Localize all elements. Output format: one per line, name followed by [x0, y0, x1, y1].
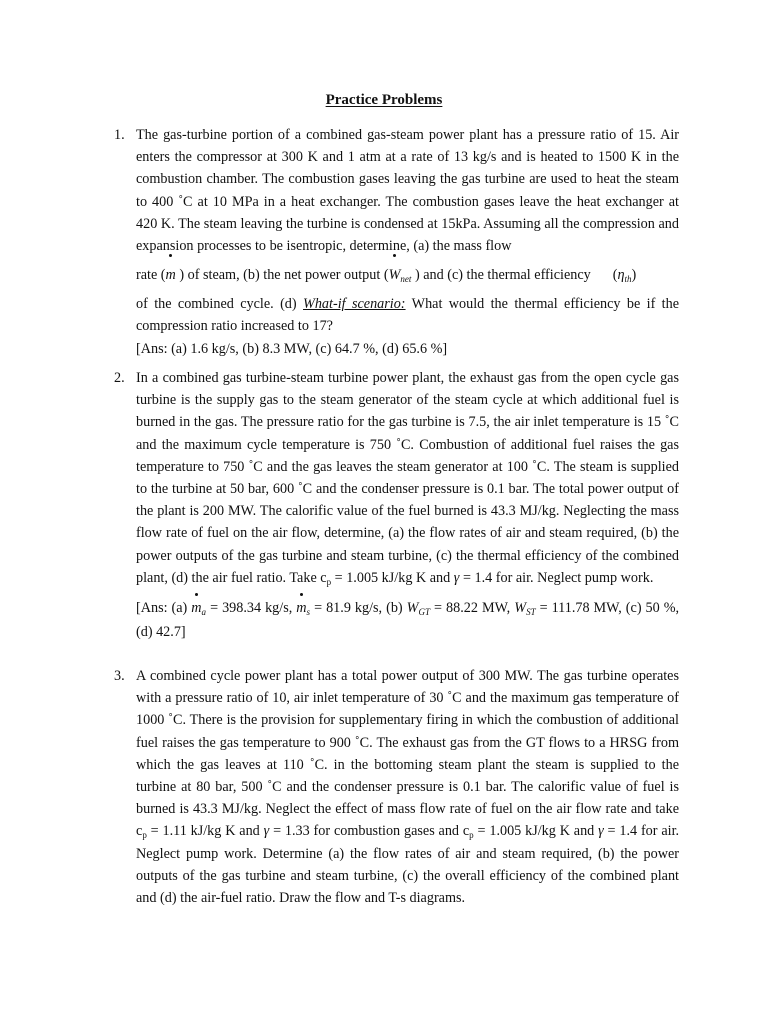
- text-net-power: ) of steam, (b) the net power output (: [179, 267, 389, 284]
- w-st-symbol: W: [514, 600, 527, 617]
- problem-1-number: 1.: [114, 127, 125, 143]
- problem-1-text: The gas-turbine portion of a combined gas-steam power plant has a pressure ratio of 15. Air enters the compressor at 300 K and 1 atm at a rate of 13 kg/s and is heated to 1500 K in the combustion chamber. The combustion gases leaving the gas turbine are used to heat the steam to 400 ˚C at 10 MPa in a heat exchanger. The combustion gases leave the heat exchanger at 420 K. The steam leaving the turbine is condensed at 15kPa. Assuming all the compression and expansion processes to be isentropic, determine, (a) the mass flow: [136, 127, 679, 255]
- what-if-scenario-label: What-if scenario:: [303, 296, 406, 313]
- problem-3-statement: [136, 665, 679, 909]
- answer-air-flow: = 398.34 kg/s,: [210, 600, 293, 617]
- text-cp-value: 1.005 kJ/kg K and: [346, 569, 451, 586]
- text-rate: rate (: [136, 267, 166, 284]
- text-equals: =: [331, 569, 343, 586]
- eta-open-paren: (: [612, 267, 618, 284]
- w-gt-symbol: W: [406, 600, 419, 617]
- problem-1: [136, 124, 679, 360]
- problem-3-text: A combined cycle power plant has a total power output of 300 MW. The gas turbine operates with a pressure ratio of 10, air inlet temperature of 30 ˚C and the maximum gas temperature of 1000 ˚C. There is the provision for supplementary firing in which the combustion of additional fuel raises the gas temperature to 900 ˚C. The exhaust gas from the GT flows to a HRSG from which the gas leaves at 110 ˚C. in the bottoming steam plant the steam is supplied to the turbine at 80 bar, 500 ˚C and the condenser pressure is 0.1 bar. The calorific value of fuel is burned is 43.3 MJ/kg. Neglect the effect of mass flow rate of fuel on the air flow rate and take c: [136, 668, 679, 840]
- cp-subscript: p: [326, 576, 332, 587]
- m-dot-s-symbol: m: [296, 596, 306, 620]
- m-dot-symbol: m: [166, 257, 176, 293]
- w-net-subscript: net: [400, 274, 412, 285]
- text-thermal-efficiency: ) and (c) the thermal efficiency: [414, 267, 591, 284]
- w-dot-symbol: W: [389, 257, 401, 293]
- eta-close-paren: ): [631, 267, 637, 284]
- ma-subscript: a: [201, 607, 207, 618]
- gamma-gas-symbol: γ: [263, 823, 270, 840]
- problem-3: [136, 665, 679, 909]
- wst-subscript: ST: [526, 607, 536, 618]
- answer-gt-power: = 88.22 MW,: [434, 600, 511, 617]
- answer-steam-flow: = 81.9 kg/s, (b): [314, 600, 403, 617]
- eta-th-subscript: th: [624, 274, 632, 285]
- text-cp-air-value: = 1.005 kJ/kg K and: [477, 823, 595, 840]
- problem-1-what-if: [136, 293, 679, 337]
- m-dot-a-symbol: m: [191, 596, 201, 620]
- wgt-subscript: GT: [418, 607, 431, 618]
- problem-1-symbols-line: [136, 257, 679, 293]
- cp-air-subscript: p: [469, 830, 474, 841]
- problem-2-text: In a combined gas turbine-steam turbine power plant, the exhaust gas from the open cycle gas turbine is the supply gas to the steam generator of the steam cycle at which additional fuel is burned in the gas. The pressure ratio for the gas turbine is 7.5, the air inlet temperature is 15 ˚C and the maximum cycle temperature is 750 ˚C. Combustion of additional fuel raises the gas temperature to 750 ˚C and the gas leaves the steam generator at 100 ˚C. The steam is supplied to the turbine at 50 bar, 600 ˚C and the condenser pressure is 0.1 bar. The total power output of the plant is 200 MW. The calorific value of the fuel burned is 43.3 MJ/kg. Neglecting the mass flow rate of fuel on the air flow, determine, (a) the flow rates of air and steam required, (b) the power outputs of the gas turbine and steam turbine, (c) the thermal efficiency of the combined plant, (d) the air fuel ratio. Take c: [136, 370, 679, 586]
- answer-st-power-efficiency: = 111.78 MW, (c) 50 %, (d) 42.7]: [136, 600, 680, 641]
- text-combined-cycle: of the combined cycle. (d): [136, 296, 297, 313]
- gamma-symbol: γ: [453, 569, 460, 586]
- text-determine: = 1.4 for air. Neglect pump work. Determine (a) the flow rates of air and steam required, (b) the power outputs of the gas turbine and steam turbine, (c) the overall efficiency of the combined plant and (d) the air-fuel ratio. Draw the flow and T-s diagrams.: [136, 823, 680, 907]
- problem-1-answer: [Ans: (a) 1.6 kg/s, (b) 8.3 MW, (c) 64.7 %, (d) 65.6 %]: [136, 340, 448, 357]
- eta-symbol: η: [617, 267, 625, 284]
- problem-2-number: 2.: [114, 370, 125, 386]
- answer-a-label: [Ans: (a): [136, 600, 188, 617]
- text-gamma-value: = 1.4 for air. Neglect pump work.: [462, 569, 654, 586]
- page-title: Practice Problems: [325, 92, 443, 108]
- problem-3-number: 3.: [114, 668, 125, 684]
- text-gamma-gas-value: = 1.33 for combustion gases and c: [273, 823, 470, 840]
- text-what-if-question: What would the thermal efficiency be if the compression ratio increased to 17?: [136, 296, 680, 335]
- text-cp-gas-value: = 1.11 kJ/kg K and: [150, 823, 260, 840]
- problem-2-answer: [136, 596, 679, 644]
- problem-2-statement: [136, 367, 679, 589]
- cp-gas-subscript: p: [142, 830, 147, 841]
- gamma-air-symbol: γ: [598, 823, 604, 840]
- problem-2: [136, 367, 679, 644]
- problem-1-statement: [136, 124, 679, 257]
- ms-subscript: s: [306, 607, 311, 618]
